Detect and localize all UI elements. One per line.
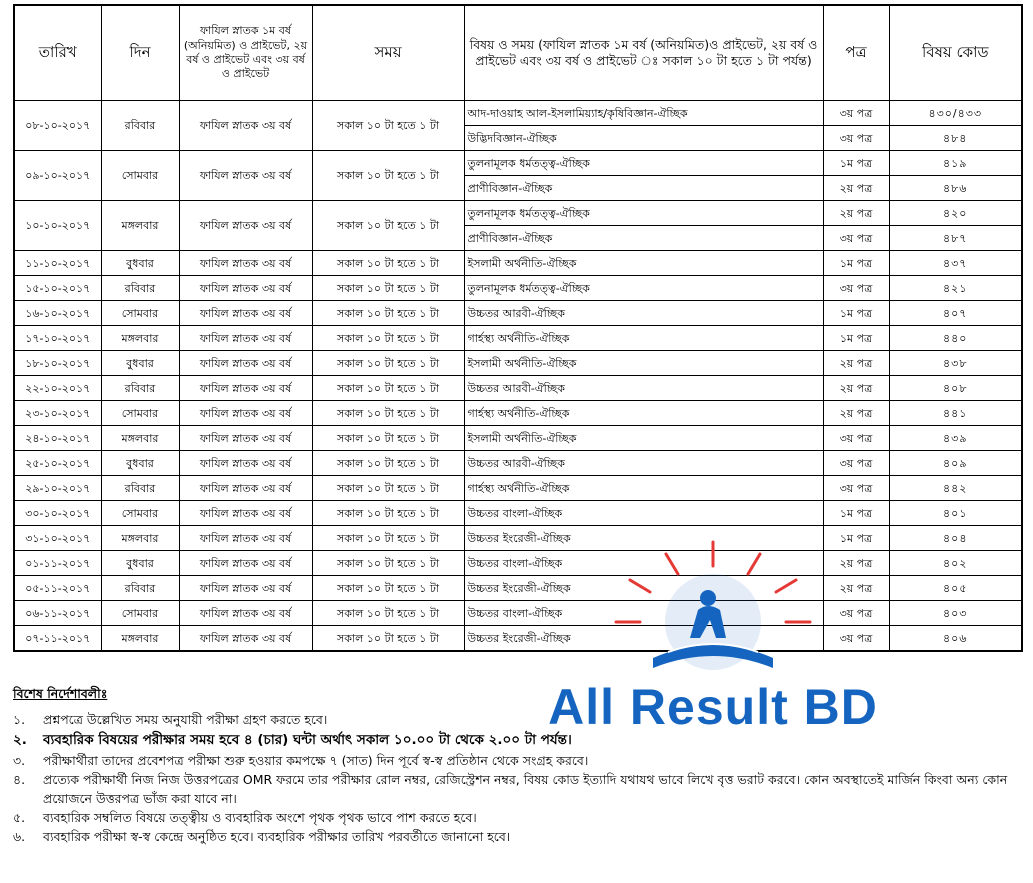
instruction-number: ৬. <box>13 829 26 844</box>
cell-date: ০৫-১১-২০১৭ <box>14 576 101 601</box>
cell-subject: ইসলামী অর্থনীতি-ঐচ্ছিক <box>464 251 823 276</box>
table-row <box>14 276 1022 301</box>
cell-time: সকাল ১০ টা হতে ১ টা <box>312 251 464 276</box>
instruction-text: পরীক্ষার্থীরা তাদের প্রবেশপত্র পরীক্ষা শুরু হওয়ার কমপক্ষে ৭ (সাত) দিন পূর্বে স্ব-স্ব প্রতিষ্ঠান থেকে সংগ্রহ করবে। <box>43 753 589 768</box>
cell-code: ৪২১ <box>889 276 1022 301</box>
instructions-title: বিশেষ নির্দেশাবলীঃ <box>13 686 108 701</box>
cell-day: সোমবার <box>101 151 179 201</box>
cell-exam: ফাযিল স্নাতক ৩য় বর্ষ <box>179 476 312 501</box>
cell-exam: ফাযিল স্নাতক ৩য় বর্ষ <box>179 576 312 601</box>
cell-date: ২৩-১০-২০১৭ <box>14 401 101 426</box>
cell-paper: ১ম পত্র <box>823 301 889 326</box>
cell-subject: উদ্ভিদবিজ্ঞান-ঐচ্ছিক <box>464 126 823 151</box>
cell-code: ৪৪১ <box>889 401 1022 426</box>
cell-day: রবিবার <box>101 376 179 401</box>
table-row <box>14 201 1022 226</box>
cell-code: ৪১৯ <box>889 151 1022 176</box>
cell-code: ৪৩০/৪৩৩ <box>889 101 1022 126</box>
cell-code: ৪০৭ <box>889 301 1022 326</box>
cell-time: সকাল ১০ টা হতে ১ টা <box>312 526 464 551</box>
cell-code: ৪০৪ <box>889 526 1022 551</box>
cell-time: সকাল ১০ টা হতে ১ টা <box>312 451 464 476</box>
header-day: দিন <box>101 5 179 101</box>
cell-exam: ফাযিল স্নাতক ৩য় বর্ষ <box>179 201 312 251</box>
cell-day: রবিবার <box>101 101 179 151</box>
cell-day: রবিবার <box>101 276 179 301</box>
table-row <box>14 426 1022 451</box>
instruction-number: ৫. <box>13 810 26 825</box>
cell-code: ৪৮৭ <box>889 226 1022 251</box>
cell-day: মঙ্গলবার <box>101 526 179 551</box>
instruction-number: ২. <box>13 732 27 748</box>
cell-date: ১৭-১০-২০১৭ <box>14 326 101 351</box>
cell-date: ১৬-১০-২০১৭ <box>14 301 101 326</box>
instruction-item <box>13 751 1023 770</box>
cell-date: ২৫-১০-২০১৭ <box>14 451 101 476</box>
cell-subject: তুলনামূলক ধর্মতত্ত্ব-ঐচ্ছিক <box>464 276 823 301</box>
cell-exam: ফাযিল স্নাতক ৩য় বর্ষ <box>179 251 312 276</box>
instruction-text: প্রশ্নপত্রে উল্লেখিত সময় অনুযায়ী পরীক্ষা গ্রহণ করতে হবে। <box>43 712 328 727</box>
cell-exam: ফাযিল স্নাতক ৩য় বর্ষ <box>179 376 312 401</box>
cell-paper: ৩য় পত্র <box>823 451 889 476</box>
cell-time: সকাল ১০ টা হতে ১ টা <box>312 326 464 351</box>
cell-paper: ৩য় পত্র <box>823 276 889 301</box>
header-date: তারিখ <box>14 5 101 101</box>
cell-subject: উচ্চতর আরবী-ঐচ্ছিক <box>464 376 823 401</box>
cell-time: সকাল ১০ টা হতে ১ টা <box>312 626 464 652</box>
table-row <box>14 501 1022 526</box>
cell-subject: ইসলামী অর্থনীতি-ঐচ্ছিক <box>464 426 823 451</box>
cell-subject: ইসলামী অর্থনীতি-ঐচ্ছিক <box>464 351 823 376</box>
cell-date: ২৪-১০-২০১৭ <box>14 426 101 451</box>
cell-day: রবিবার <box>101 576 179 601</box>
cell-time: সকাল ১০ টা হতে ১ টা <box>312 301 464 326</box>
cell-code: ৪৪০ <box>889 326 1022 351</box>
cell-exam: ফাযিল স্নাতক ৩য় বর্ষ <box>179 401 312 426</box>
watermark-text: All Result BD <box>548 679 878 735</box>
cell-day: সোমবার <box>101 301 179 326</box>
cell-code: ৪৪২ <box>889 476 1022 501</box>
cell-day: সোমবার <box>101 401 179 426</box>
cell-subject: উচ্চতর বাংলা-ঐচ্ছিক <box>464 601 823 626</box>
cell-day: বুধবার <box>101 551 179 576</box>
cell-time: সকাল ১০ টা হতে ১ টা <box>312 501 464 526</box>
cell-day: মঙ্গলবার <box>101 426 179 451</box>
cell-time: সকাল ১০ টা হতে ১ টা <box>312 151 464 201</box>
cell-paper: ৩য় পত্র <box>823 426 889 451</box>
cell-time: সকাল ১০ টা হতে ১ টা <box>312 576 464 601</box>
cell-exam: ফাযিল স্নাতক ৩য় বর্ষ <box>179 626 312 652</box>
cell-code: ৪০৩ <box>889 601 1022 626</box>
cell-code: ৪২০ <box>889 201 1022 226</box>
cell-time: সকাল ১০ টা হতে ১ টা <box>312 276 464 301</box>
table-row <box>14 376 1022 401</box>
cell-exam: ফাযিল স্নাতক ৩য় বর্ষ <box>179 276 312 301</box>
cell-day: মঙ্গলবার <box>101 626 179 652</box>
cell-subject: উচ্চতর ইংরেজী-ঐচ্ছিক <box>464 626 823 652</box>
cell-code: ৪৩৮ <box>889 351 1022 376</box>
cell-time: সকাল ১০ টা হতে ১ টা <box>312 401 464 426</box>
cell-time: সকাল ১০ টা হতে ১ টা <box>312 351 464 376</box>
cell-date: ১১-১০-২০১৭ <box>14 251 101 276</box>
table-row <box>14 576 1022 601</box>
table-row <box>14 101 1022 126</box>
cell-exam: ফাযিল স্নাতক ৩য় বর্ষ <box>179 426 312 451</box>
cell-paper: ৩য় পত্র <box>823 101 889 126</box>
cell-date: ৩১-১০-২০১৭ <box>14 526 101 551</box>
cell-exam: ফাযিল স্নাতক ৩য় বর্ষ <box>179 351 312 376</box>
instruction-text: ব্যবহারিক বিষয়ের পরীক্ষার সময় হবে ৪ (চার) ঘন্টা অর্থাৎ সকাল ১০.০০ টা থেকে ২.০০ টা পর্যন্ত। <box>43 732 572 748</box>
instruction-item <box>13 808 1023 827</box>
cell-day: বুধবার <box>101 351 179 376</box>
cell-paper: ৩য় পত্র <box>823 476 889 501</box>
cell-exam: ফাযিল স্নাতক ৩য় বর্ষ <box>179 526 312 551</box>
cell-date: ১০-১০-২০১৭ <box>14 201 101 251</box>
table-row <box>14 351 1022 376</box>
table-row <box>14 526 1022 551</box>
cell-day: রবিবার <box>101 476 179 501</box>
cell-time: সকাল ১০ টা হতে ১ টা <box>312 101 464 151</box>
header-subject: বিষয় ও সময় (ফাযিল স্নাতক ১ম বর্ষ (অনিয়মিত)ও প্রাইভেট, ২য় বর্ষ ও প্রাইভেট এবং ৩য় বর্ষ ও প্রাইভেট ঃ সকাল ১০ টা হতে ১ টা পর্যন্ত) <box>464 5 823 101</box>
cell-date: ০৭-১১-২০১৭ <box>14 626 101 652</box>
cell-date: ৩০-১০-২০১৭ <box>14 501 101 526</box>
instruction-number: ৪. <box>13 772 26 787</box>
cell-subject: গার্হস্থ্য অর্থনীতি-ঐচ্ছিক <box>464 326 823 351</box>
cell-paper: ৩য় পত্র <box>823 626 889 652</box>
cell-paper: ১ম পত্র <box>823 151 889 176</box>
cell-date: ২৯-১০-২০১৭ <box>14 476 101 501</box>
instruction-item <box>13 770 1023 808</box>
cell-date: ০৮-১০-২০১৭ <box>14 101 101 151</box>
cell-time: সকাল ১০ টা হতে ১ টা <box>312 376 464 401</box>
cell-subject: গার্হস্থ্য অর্থনীতি-ঐচ্ছিক <box>464 401 823 426</box>
cell-date: ১৮-১০-২০১৭ <box>14 351 101 376</box>
table-row <box>14 476 1022 501</box>
cell-code: ৪০৯ <box>889 451 1022 476</box>
cell-time: সকাল ১০ টা হতে ১ টা <box>312 601 464 626</box>
cell-paper: ১ম পত্র <box>823 251 889 276</box>
cell-date: ০১-১১-২০১৭ <box>14 551 101 576</box>
table-row <box>14 551 1022 576</box>
table-row <box>14 301 1022 326</box>
instruction-number: ৩. <box>13 753 26 768</box>
cell-code: ৪০১ <box>889 501 1022 526</box>
cell-paper: ২য় পত্র <box>823 576 889 601</box>
header-paper: পত্র <box>823 5 889 101</box>
cell-subject: উচ্চতর ইংরেজী-ঐচ্ছিক <box>464 526 823 551</box>
cell-paper: ১ম পত্র <box>823 326 889 351</box>
cell-day: সোমবার <box>101 601 179 626</box>
cell-exam: ফাযিল স্নাতক ৩য় বর্ষ <box>179 601 312 626</box>
cell-code: ৪০৫ <box>889 576 1022 601</box>
cell-subject: প্রাণীবিজ্ঞান-ঐচ্ছিক <box>464 226 823 251</box>
instruction-text: ব্যবহারিক সম্বলিত বিষয়ে তত্ত্বীয় ও ব্যবহারিক অংশে পৃথক পৃথক ভাবে পাশ করতে হবে। <box>43 810 477 825</box>
cell-time: সকাল ১০ টা হতে ১ টা <box>312 551 464 576</box>
cell-code: ৪০৮ <box>889 376 1022 401</box>
cell-subject: উচ্চতর ইংরেজী-ঐচ্ছিক <box>464 576 823 601</box>
cell-date: ১৫-১০-২০১৭ <box>14 276 101 301</box>
instruction-item <box>13 729 1023 751</box>
cell-paper: ২য় পত্র <box>823 376 889 401</box>
cell-day: মঙ্গলবার <box>101 201 179 251</box>
cell-subject: উচ্চতর আরবী-ঐচ্ছিক <box>464 451 823 476</box>
cell-exam: ফাযিল স্নাতক ৩য় বর্ষ <box>179 451 312 476</box>
cell-exam: ফাযিল স্নাতক ৩য় বর্ষ <box>179 301 312 326</box>
cell-paper: ২য় পত্র <box>823 176 889 201</box>
cell-day: মঙ্গলবার <box>101 326 179 351</box>
cell-day: বুধবার <box>101 451 179 476</box>
cell-day: সোমবার <box>101 501 179 526</box>
exam-routine-table <box>13 4 1023 652</box>
header-exam: ফাযিল স্নাতক ১ম বর্ষ (অনিয়মিত) ও প্রাইভেট, ২য় বর্ষ ও প্রাইভেট এবং ৩য় বর্ষ ও প্রাইভেট <box>179 5 312 101</box>
cell-time: সকাল ১০ টা হতে ১ টা <box>312 426 464 451</box>
cell-date: ০৯-১০-২০১৭ <box>14 151 101 201</box>
cell-code: ৪৮৬ <box>889 176 1022 201</box>
table-row <box>14 326 1022 351</box>
cell-subject: আদ-দাওয়াহ আল-ইসলামিয়্যাহ/কৃষিবিজ্ঞান-ঐচ্ছিক <box>464 101 823 126</box>
cell-time: সকাল ১০ টা হতে ১ টা <box>312 201 464 251</box>
header-code: বিষয় কোড <box>889 5 1022 101</box>
table-header-row <box>14 5 1022 101</box>
cell-exam: ফাযিল স্নাতক ৩য় বর্ষ <box>179 326 312 351</box>
table-row <box>14 451 1022 476</box>
table-row <box>14 151 1022 176</box>
cell-paper: ২য় পত্র <box>823 351 889 376</box>
instruction-item <box>13 827 1023 846</box>
cell-subject: তুলনামূলক ধর্মতত্ত্ব-ঐচ্ছিক <box>464 201 823 226</box>
cell-date: ০৬-১১-২০১৭ <box>14 601 101 626</box>
cell-paper: ৩য় পত্র <box>823 126 889 151</box>
instruction-text: প্রত্যেক পরীক্ষার্থী নিজ নিজ উত্তরপত্রের OMR ফরমে তার পরীক্ষার রোল নম্বর, রেজিস্ট্রেশন নম্বর, বিষয় কোড ইত্যাদি যথাযথ ভাবে লিখে বৃত্ত ভরাট করবে। কোন অবস্থাতেই মার্জিন কিংবা অন্য কোন প্রয়োজনে উত্তরপত্র ভাঁজ করা যাবে না। <box>43 772 1008 806</box>
cell-code: ৪৩৯ <box>889 426 1022 451</box>
instructions-list <box>13 710 1023 846</box>
header-time: সময় <box>312 5 464 101</box>
cell-paper: ১ম পত্র <box>823 526 889 551</box>
cell-subject: উচ্চতর বাংলা-ঐচ্ছিক <box>464 501 823 526</box>
cell-paper: ১ম পত্র <box>823 501 889 526</box>
cell-code: ৪৮৪ <box>889 126 1022 151</box>
cell-date: ২২-১০-২০১৭ <box>14 376 101 401</box>
cell-paper: ২য় পত্র <box>823 401 889 426</box>
cell-code: ৪০২ <box>889 551 1022 576</box>
cell-day: বুধবার <box>101 251 179 276</box>
cell-subject: উচ্চতর বাংলা-ঐচ্ছিক <box>464 551 823 576</box>
cell-exam: ফাযিল স্নাতক ৩য় বর্ষ <box>179 151 312 201</box>
cell-paper: ২য় পত্র <box>823 551 889 576</box>
table-row <box>14 251 1022 276</box>
cell-time: সকাল ১০ টা হতে ১ টা <box>312 476 464 501</box>
cell-paper: ২য় পত্র <box>823 201 889 226</box>
table-row <box>14 626 1022 652</box>
cell-subject: তুলনামূলক ধর্মতত্ত্ব-ঐচ্ছিক <box>464 151 823 176</box>
cell-code: ৪৩৭ <box>889 251 1022 276</box>
table-row <box>14 401 1022 426</box>
cell-exam: ফাযিল স্নাতক ৩য় বর্ষ <box>179 551 312 576</box>
instruction-item <box>13 710 1023 729</box>
cell-subject: গার্হস্থ্য অর্থনীতি-ঐচ্ছিক <box>464 476 823 501</box>
cell-subject: প্রাণীবিজ্ঞান-ঐচ্ছিক <box>464 176 823 201</box>
cell-paper: ৩য় পত্র <box>823 226 889 251</box>
cell-subject: উচ্চতর আরবী-ঐচ্ছিক <box>464 301 823 326</box>
table-body <box>14 101 1022 652</box>
cell-code: ৪০৬ <box>889 626 1022 652</box>
cell-exam: ফাযিল স্নাতক ৩য় বর্ষ <box>179 101 312 151</box>
special-instructions <box>13 686 1023 846</box>
instruction-text: ব্যবহারিক পরীক্ষা স্ব-স্ব কেন্দ্রে অনুষ্ঠিত হবে। ব্যবহারিক পরীক্ষার তারিখ পরবর্তীতে জানানো হবে। <box>43 829 511 844</box>
cell-exam: ফাযিল স্নাতক ৩য় বর্ষ <box>179 501 312 526</box>
table-row <box>14 601 1022 626</box>
instruction-number: ১. <box>13 712 26 727</box>
cell-paper: ৩য় পত্র <box>823 601 889 626</box>
